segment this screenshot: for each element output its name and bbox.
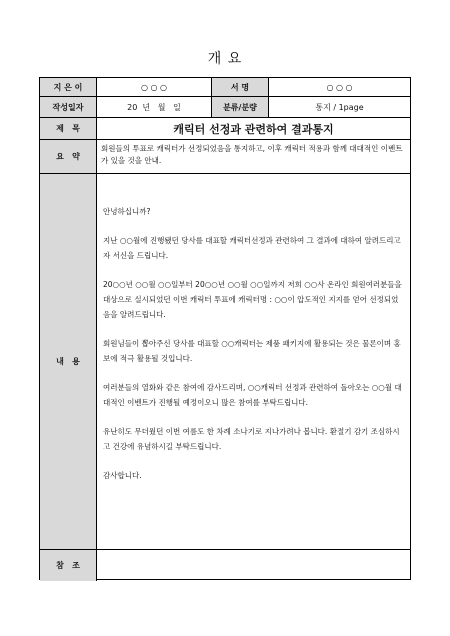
content-paragraph: 여러분들의 열화와 같은 참여에 감사드리며, ○○캐릭터 선정과 관련하여 돌아오는 ○○월 대대적인 이벤트가 진행될 예정이오니 많은 참여를 부탁드립니다. [103, 383, 402, 407]
content-label: 내 용 [40, 174, 97, 549]
subject-value[interactable]: 캐릭터 선정과 관련하여 결과통지 [173, 122, 334, 136]
sender-value[interactable]: ○ ○ ○ [97, 78, 212, 96]
sender-label: 지 은 이 [40, 78, 97, 96]
sender-row [40, 78, 410, 97]
content-body[interactable] [97, 174, 410, 549]
date-value[interactable]: 20 년 월 일 [97, 97, 212, 117]
signature-label: 서 명 [212, 78, 269, 96]
reference-value[interactable] [97, 550, 410, 581]
reference-row [40, 550, 410, 581]
content-paragraph: 20○○년 ○○월 ○○일부터 20○○년 ○○월 ○○일까지 저희 ○○사 온라인 회원여러분들을 대상으로 실시되었던 이번 캐릭터 투표에 캐릭터명 : ○○이 압도적인 지지를 얻어 선정되었음을 알려드립니다. [103, 280, 402, 319]
date-label: 작성일자 [40, 97, 97, 117]
content-row [40, 174, 410, 550]
content-paragraph: 지난 ○○월에 진행됐던 당사를 대표할 캐릭터선정과 관련하여 그 결과에 대하여 알려드리고자 서신을 드립니다. [103, 236, 401, 260]
document-form [39, 77, 411, 580]
signature-value[interactable]: ○ ○ ○ [326, 82, 353, 92]
summary-row [40, 140, 410, 174]
content-paragraph: 안녕하십니까? [103, 207, 151, 216]
subject-row [40, 118, 410, 140]
date-row [40, 97, 410, 118]
reference-label: 참 조 [40, 550, 97, 581]
summary-label: 요 약 [40, 140, 97, 173]
summary-value[interactable]: 회원들의 투표로 캐릭터가 선정되었음을 통지하고, 이후 캐릭터 적용과 함께 대대적인 이벤트가 있을 것을 안내. [101, 144, 403, 165]
content-paragraph: 회원님들이 뽑아주신 당사를 대표할 ○○캐릭터는 제품 패키지에 활용되는 것은 물론이며 홍보에 적극 활용될 것입니다. [103, 339, 401, 363]
subject-label: 제 목 [40, 118, 97, 139]
category-value[interactable]: 통지 / 1page [315, 102, 364, 112]
content-paragraph: 감사합니다. [103, 471, 142, 480]
document-title: 개 요 [207, 51, 243, 67]
category-label: 분류/분량 [212, 97, 269, 117]
content-paragraph: 유난히도 무더웠던 이번 여름도 한 차례 소나기로 지나가려나 봅니다. 환절기 감기 조심하시고 건강에 유념하시길 부탁드립니다. [103, 427, 400, 451]
